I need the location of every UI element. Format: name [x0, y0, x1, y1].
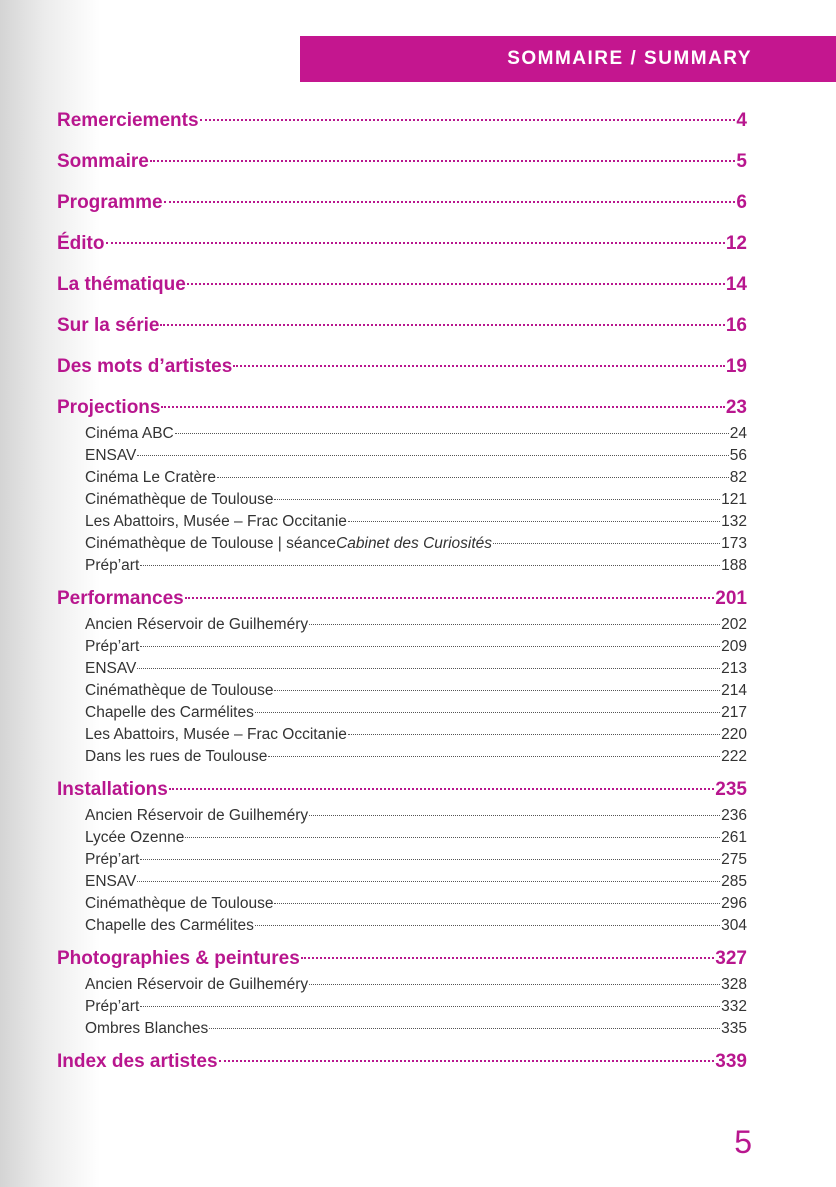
toc-subentry-page: 132 [721, 513, 747, 530]
dot-leader [200, 119, 736, 121]
toc-entry-page: 23 [725, 397, 747, 418]
toc-subentry-page: 24 [729, 425, 747, 442]
toc-subentry-page: 217 [721, 704, 747, 721]
toc-subentry-title: ENSAV [85, 447, 137, 464]
dot-leader [150, 160, 736, 162]
toc-subentry[interactable] [85, 702, 747, 724]
toc-entry[interactable] [57, 582, 747, 618]
toc-subentry-title: Ancien Réservoir de Guilheméry [85, 976, 309, 993]
toc-subentry[interactable] [85, 423, 747, 445]
toc-entry-title: Remerciements [57, 110, 199, 131]
dot-leader [185, 837, 720, 838]
toc-subentry-title: Cinémathèque de Toulouse [85, 682, 274, 699]
dot-leader [493, 543, 720, 544]
dot-leader [161, 406, 724, 408]
dot-leader [140, 646, 720, 647]
toc-subentry-page: 296 [721, 895, 747, 912]
toc-subentry-title: Cinémathèque de Toulouse | séance [85, 535, 337, 552]
dot-leader [175, 433, 729, 434]
toc-subentry[interactable] [85, 555, 747, 577]
toc-entry-title: Installations [57, 779, 168, 800]
toc-subentry[interactable] [85, 974, 747, 996]
toc-subentry[interactable] [85, 996, 747, 1018]
toc-subentry-page: 332 [721, 998, 747, 1015]
toc-subentry-page: 209 [721, 638, 747, 655]
toc-subentry[interactable] [85, 724, 747, 746]
toc-entry[interactable] [57, 391, 747, 427]
toc-subentry[interactable] [85, 827, 747, 849]
toc-subentry-page: 328 [721, 976, 747, 993]
toc-subentry[interactable] [85, 849, 747, 871]
toc-entry-page: 12 [725, 233, 747, 254]
dot-leader [187, 283, 725, 285]
toc-entry[interactable] [57, 186, 747, 227]
toc-subentry-title: Ancien Réservoir de Guilheméry [85, 807, 309, 824]
toc-entry[interactable] [57, 104, 747, 145]
toc-subentry[interactable] [85, 533, 747, 555]
toc-subentry-title: Cinéma Le Cratère [85, 469, 216, 486]
toc-sublist [85, 614, 747, 768]
toc-entry[interactable] [57, 227, 747, 268]
toc-subentry-title: Les Abattoirs, Musée – Frac Occitanie [85, 726, 347, 743]
toc-subentry-title: Prép’art [85, 638, 140, 655]
toc-subentry[interactable] [85, 1018, 747, 1040]
toc-subentry[interactable] [85, 746, 747, 768]
toc-subentry-page: 173 [721, 535, 747, 552]
toc-subentry-title: ENSAV [85, 660, 137, 677]
toc-subentry-title: Ancien Réservoir de Guilheméry [85, 616, 309, 633]
toc-sublist [85, 974, 747, 1040]
toc-entry[interactable] [57, 145, 747, 186]
dot-leader [301, 957, 714, 959]
toc-subentry-title: Prép’art [85, 851, 140, 868]
page-title: SOMMAIRE / SUMMARY [507, 48, 752, 69]
dot-leader [217, 477, 729, 478]
toc-subentry-title: Ombres Blanches [85, 1020, 209, 1037]
toc-subentry-page: 82 [729, 469, 747, 486]
toc-subentry-title: Cinémathèque de Toulouse [85, 895, 274, 912]
toc-entry-page: 201 [715, 588, 747, 609]
dot-leader [309, 624, 720, 625]
toc-entry-title: Des mots d’artistes [57, 356, 233, 377]
toc-subentry-title: Chapelle des Carmélites [85, 704, 254, 721]
toc-subentry-title: Les Abattoirs, Musée – Frac Occitanie [85, 513, 347, 530]
toc-subentry-page: 220 [721, 726, 747, 743]
section-banner [300, 36, 836, 82]
toc-subentry-page: 213 [721, 660, 747, 677]
dot-leader [274, 690, 720, 691]
toc-subentry-title: Chapelle des Carmélites [85, 917, 254, 934]
toc-sublist [85, 805, 747, 937]
toc-subentry-page: 121 [721, 491, 747, 508]
toc-subentry-title: Lycée Ozenne [85, 829, 185, 846]
dot-leader [255, 925, 720, 926]
toc-entry-page: 6 [736, 192, 747, 213]
dot-leader [137, 881, 720, 882]
toc-entry-title: Projections [57, 397, 161, 418]
dot-leader [140, 1006, 720, 1007]
toc-subentry-title: Dans les rues de Toulouse [85, 748, 268, 765]
toc-entry[interactable] [57, 1045, 747, 1086]
toc-entry[interactable] [57, 773, 747, 809]
toc-subentry[interactable] [85, 893, 747, 915]
dot-leader [233, 365, 725, 367]
toc-subentry[interactable] [85, 467, 747, 489]
toc-subentry-page: 56 [729, 447, 747, 464]
toc-subentry[interactable] [85, 805, 747, 827]
toc-subentry-title: Cinéma ABC [85, 425, 174, 442]
toc-subentry[interactable] [85, 915, 747, 937]
toc-subentry[interactable] [85, 658, 747, 680]
dot-leader [219, 1060, 715, 1062]
toc-subentry-title: Cinémathèque de Toulouse [85, 491, 274, 508]
toc-subentry-page: 236 [721, 807, 747, 824]
toc-entry-title: Sur la série [57, 315, 160, 336]
toc-subentry[interactable] [85, 489, 747, 511]
dot-leader [348, 521, 720, 522]
toc-entry[interactable] [57, 309, 747, 350]
toc-entry-title: Programme [57, 192, 163, 213]
toc-entry[interactable] [57, 350, 747, 391]
table-of-contents [57, 104, 747, 1086]
toc-subentry[interactable] [85, 511, 747, 533]
toc-subentry-title-italic: Cabinet des Curiosités [336, 535, 493, 552]
toc-subentry-page: 202 [721, 616, 747, 633]
toc-entry-page: 235 [715, 779, 747, 800]
toc-entry-page: 327 [715, 948, 747, 969]
toc-subentry-title: Prép’art [85, 557, 140, 574]
dot-leader [309, 984, 720, 985]
dot-leader [348, 734, 720, 735]
dot-leader [137, 455, 728, 456]
dot-leader [140, 859, 720, 860]
toc-entry-title: La thématique [57, 274, 186, 295]
toc-entry-page: 5 [736, 151, 747, 172]
toc-subentry-page: 275 [721, 851, 747, 868]
toc-subentry-page: 335 [721, 1020, 747, 1037]
toc-entry[interactable] [57, 268, 747, 309]
dot-leader [274, 903, 720, 904]
toc-entry-title: Sommaire [57, 151, 149, 172]
toc-subentry-page: 188 [721, 557, 747, 574]
dot-leader [309, 815, 720, 816]
toc-entry-title: Index des artistes [57, 1051, 218, 1072]
toc-subentry-title: ENSAV [85, 873, 137, 890]
toc-subentry-page: 214 [721, 682, 747, 699]
toc-sublist [85, 423, 747, 577]
dot-leader [185, 597, 715, 599]
dot-leader [160, 324, 724, 326]
toc-entry-title: Performances [57, 588, 184, 609]
toc-entry[interactable] [57, 942, 747, 978]
toc-subentry[interactable] [85, 445, 747, 467]
dot-leader [255, 712, 720, 713]
dot-leader [169, 788, 714, 790]
page-number: 5 [734, 1124, 752, 1160]
toc-subentry-page: 222 [721, 748, 747, 765]
toc-subentry-page: 285 [721, 873, 747, 890]
toc-subentry[interactable] [85, 636, 747, 658]
toc-subentry-page: 304 [721, 917, 747, 934]
toc-subentry-title: Prép’art [85, 998, 140, 1015]
toc-entry-page: 16 [725, 315, 747, 336]
toc-entry-title: Édito [57, 233, 105, 254]
toc-entry-page: 339 [715, 1051, 747, 1072]
toc-entry-page: 14 [725, 274, 747, 295]
toc-entry-title: Photographies & peintures [57, 948, 300, 969]
toc-subentry[interactable] [85, 871, 747, 893]
toc-subentry[interactable] [85, 614, 747, 636]
dot-leader [209, 1028, 720, 1029]
dot-leader [140, 565, 720, 566]
toc-entry-page: 4 [736, 110, 747, 131]
toc-entry-page: 19 [725, 356, 747, 377]
dot-leader [164, 201, 736, 203]
toc-subentry-page: 261 [721, 829, 747, 846]
dot-leader [274, 499, 720, 500]
dot-leader [268, 756, 720, 757]
dot-leader [106, 242, 725, 244]
dot-leader [137, 668, 720, 669]
toc-subentry[interactable] [85, 680, 747, 702]
